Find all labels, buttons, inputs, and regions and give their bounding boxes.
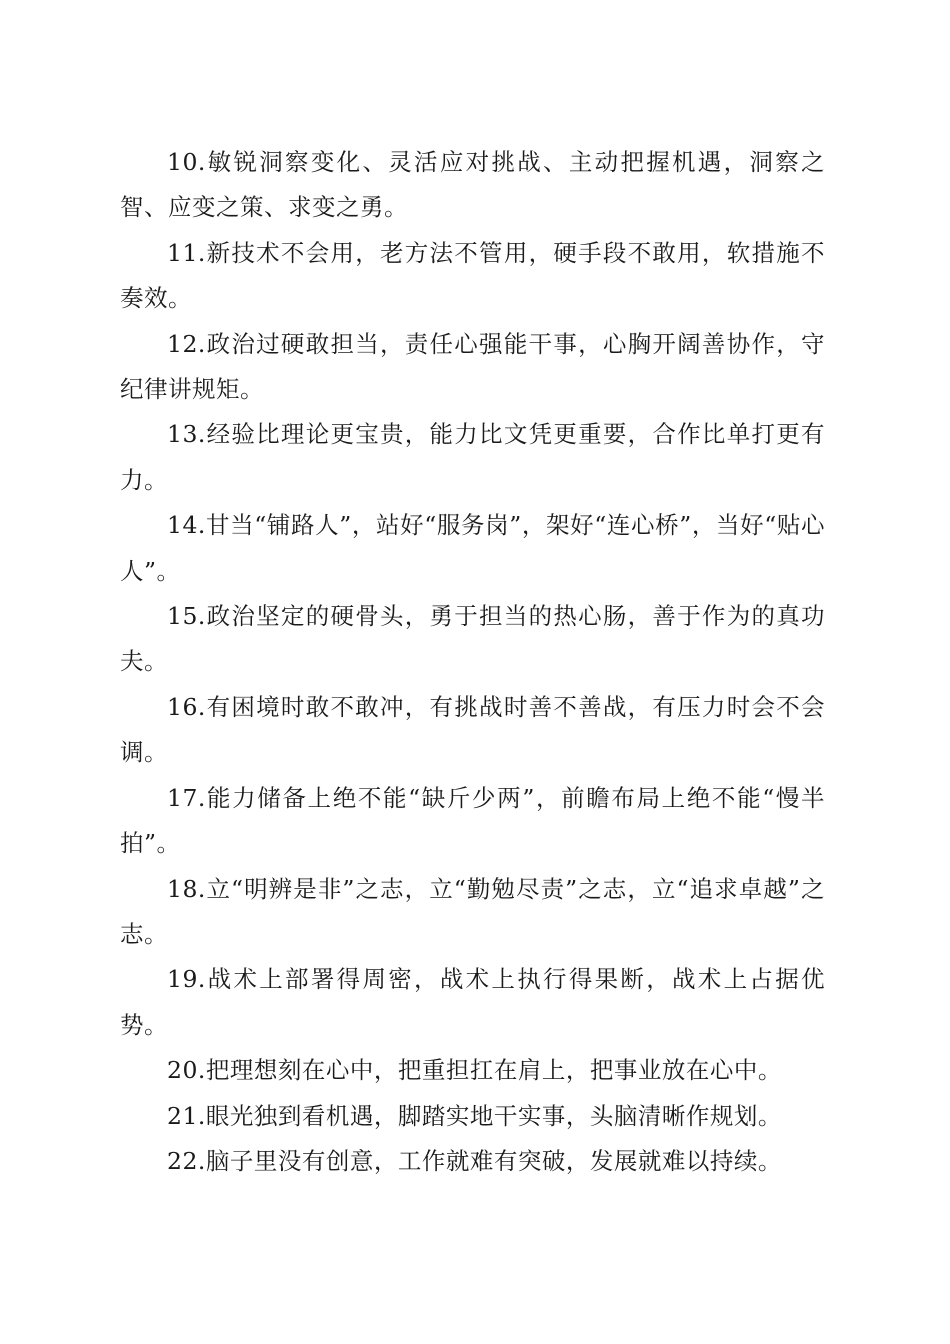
list-item-13: 13.经验比理论更宝贵，能力比文凭更重要，合作比单打更有力。 xyxy=(120,420,825,494)
list-item-10: 10.敏锐洞察变化、灵活应对挑战、主动把握机遇，洞察之智、应变之策、求变之勇。 xyxy=(120,148,825,222)
list-item-12: 12.政治过硬敢担当，责任心强能干事，心胸开阔善协作，守纪律讲规矩。 xyxy=(120,329,825,404)
list-item-20: 20.把理想刻在心中，把重担扛在肩上，把事业放在心中。 xyxy=(167,1056,782,1085)
list-item-17: 17.能力储备上绝不能“缺斤少两”，前瞻布局上绝不能“慢半拍”。 xyxy=(120,783,825,858)
list-item-19: 19.战术上部署得周密，战术上执行得果断，战术上占据优势。 xyxy=(120,965,825,1039)
list-item-16: 16.有困境时敢不敢冲，有挑战时善不善战，有压力时会不会调。 xyxy=(120,692,825,767)
list-item-22: 22.脑子里没有创意，工作就难有突破，发展就难以持续。 xyxy=(167,1146,782,1175)
list-item-18: 18.立“明辨是非”之志，立“勤勉尽责”之志，立“追求卓越”之志。 xyxy=(120,874,825,948)
list-item-21: 21.眼光独到看机遇，脚踏实地干实事，头脑清晰作规划。 xyxy=(167,1101,782,1130)
list-item-11: 11.新技术不会用，老方法不管用，硬手段不敢用，软措施不奏效。 xyxy=(120,238,825,313)
document-body xyxy=(120,140,825,1184)
list-item-15: 15.政治坚定的硬骨头，勇于担当的热心肠，善于作为的真功夫。 xyxy=(120,602,825,676)
list-item-14: 14.甘当“铺路人”，站好“服务岗”，架好“连心桥”，当好“贴心人”。 xyxy=(120,511,825,585)
